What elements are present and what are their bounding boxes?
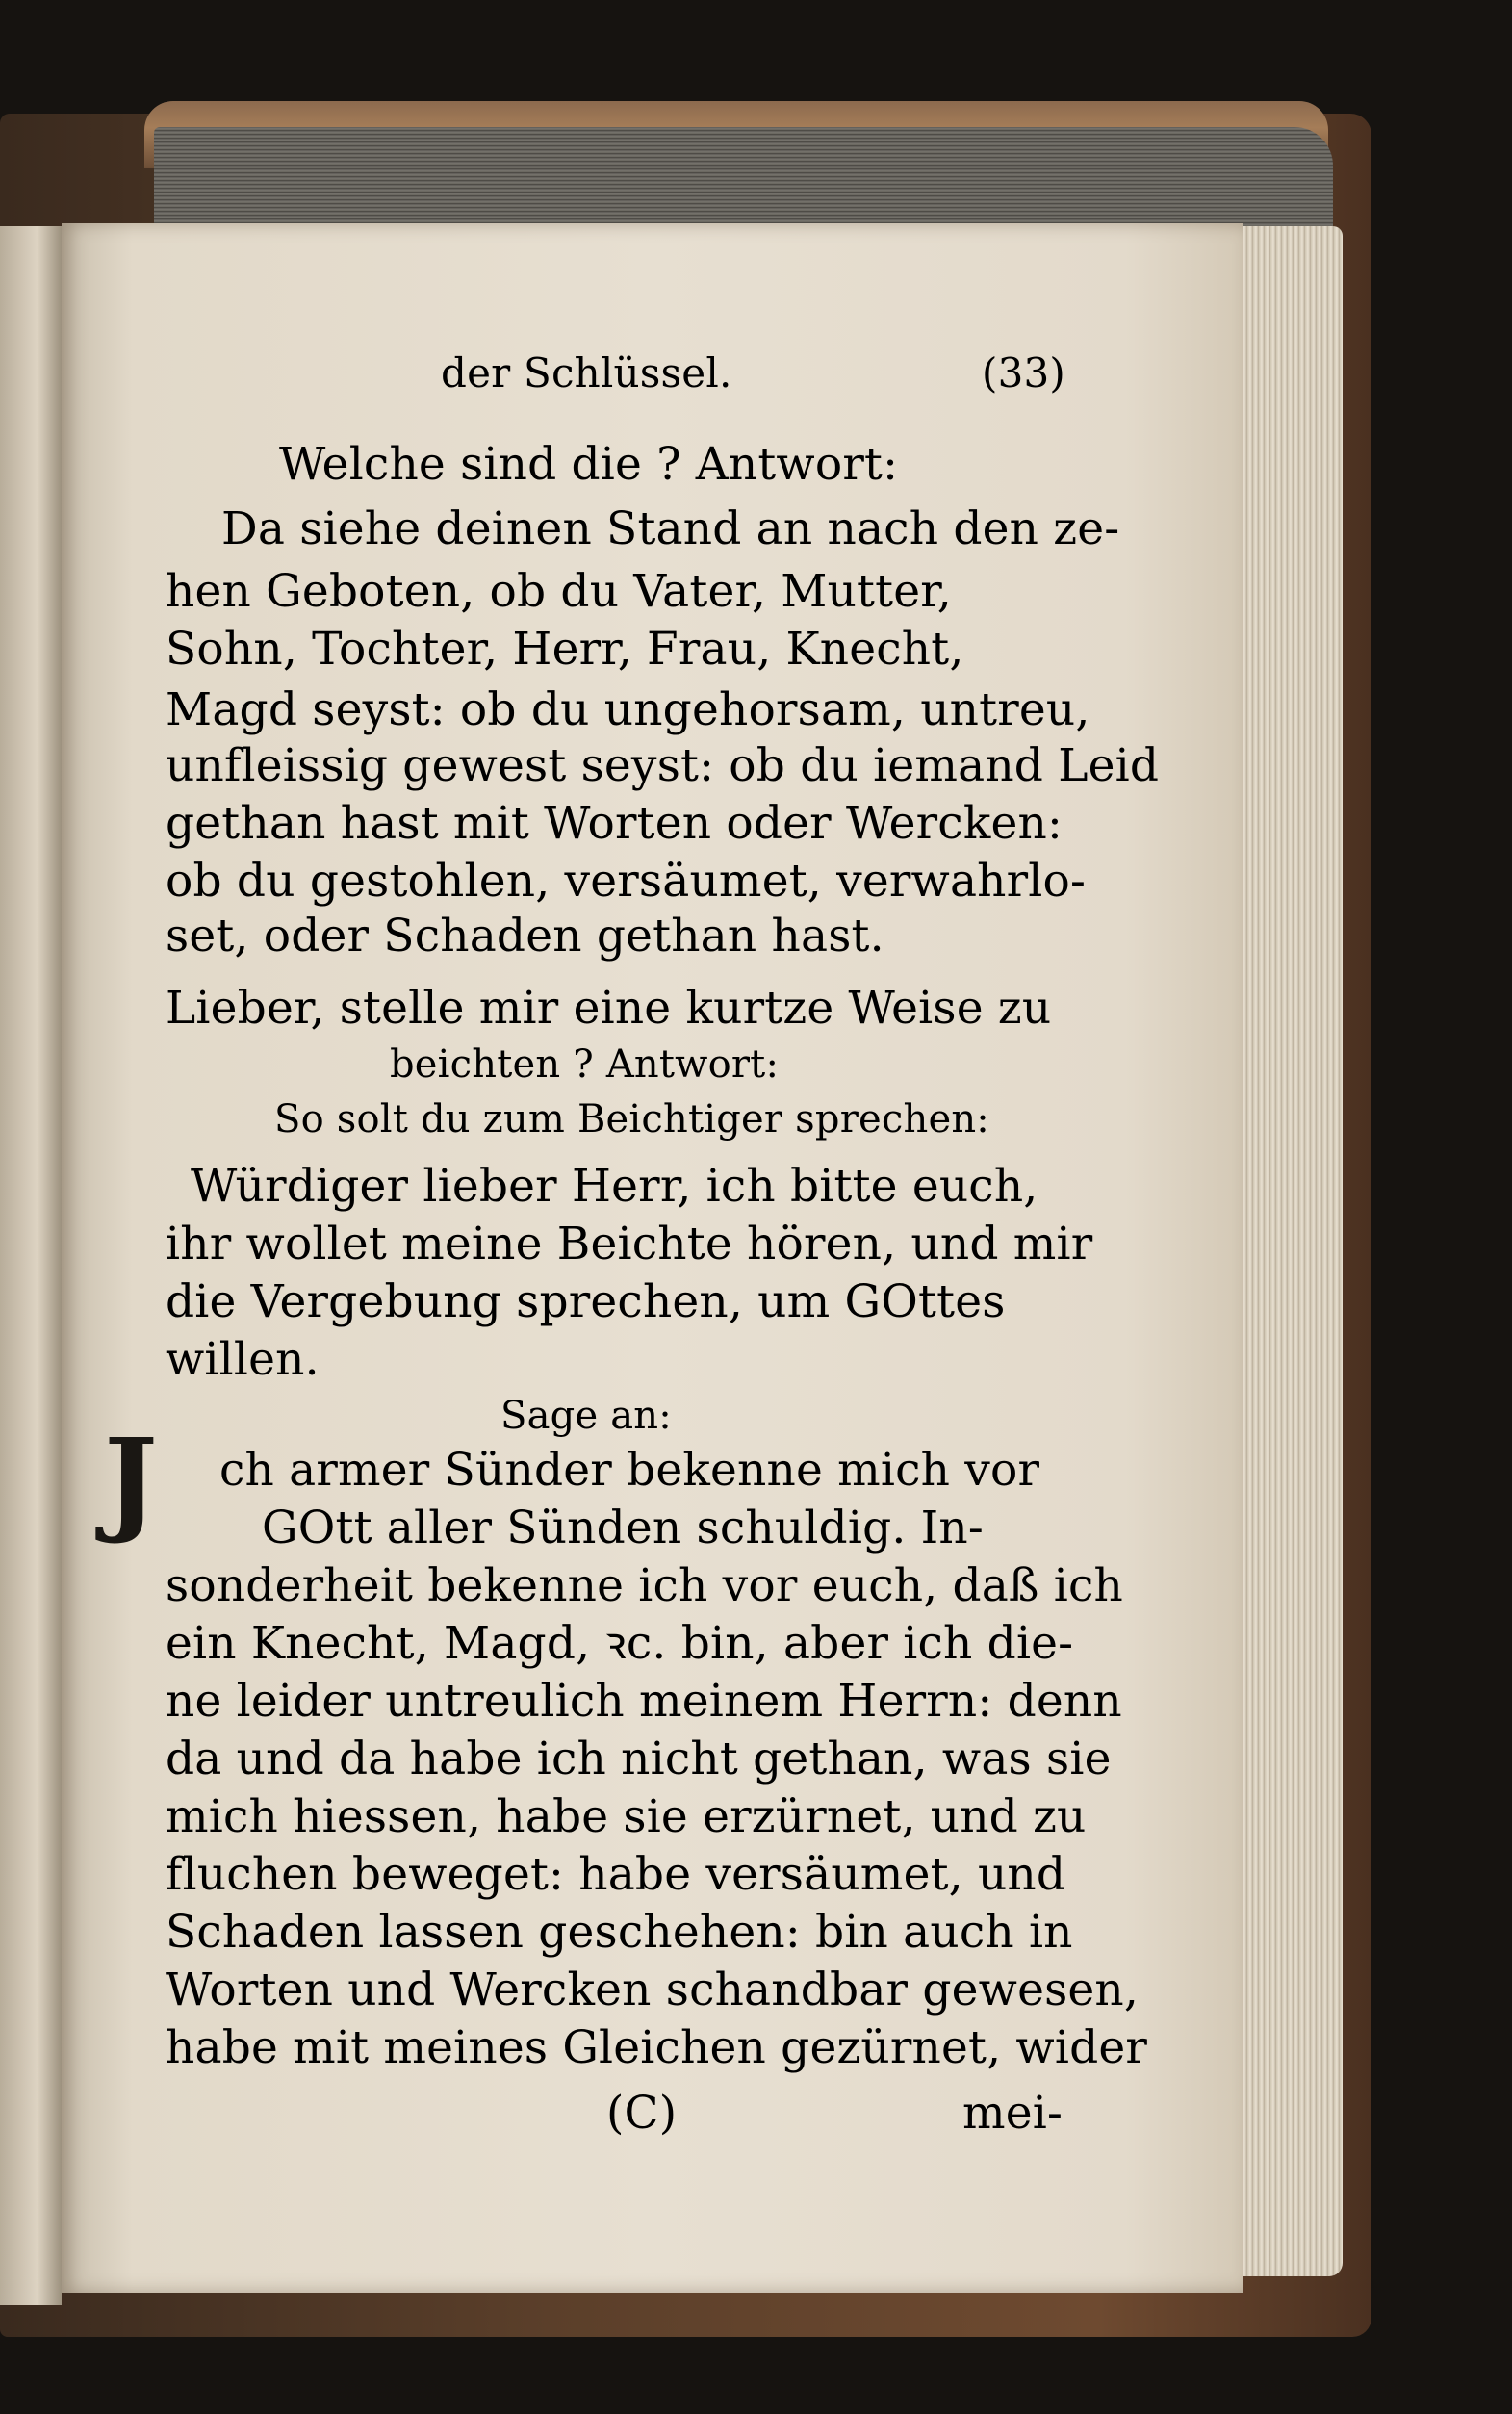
running-title: der Schlüssel. — [441, 349, 732, 397]
text-line: Sohn, Tochter, Herr, Frau, Knecht, — [166, 623, 964, 676]
text-line: Sage an: — [500, 1394, 672, 1438]
text-line: sonderheit bekenne ich vor euch, daß ich — [166, 1559, 1123, 1612]
text-line: ihr wollet meine Beichte hören, und mir — [166, 1218, 1093, 1271]
text-line: mich hiessen, habe sie erzürnet, und zu — [166, 1790, 1087, 1843]
text-line: set, oder Schaden gethan hast. — [166, 910, 884, 963]
text-line: fluchen beweget: habe versäumet, und — [166, 1848, 1066, 1901]
text-line: hen Geboten, ob du Vater, Mutter, — [166, 565, 952, 618]
catchword: mei- — [962, 2087, 1064, 2140]
page-number: (33) — [982, 349, 1066, 397]
text-line: ob du gestohlen, versäumet, verwahrlo- — [166, 855, 1087, 908]
text-line: Da siehe deinen Stand an nach den ze- — [221, 502, 1120, 555]
text-line: ein Knecht, Magd, ꝛc. bin, aber ich die- — [166, 1617, 1074, 1670]
text-line: GOtt aller Sünden schuldig. In- — [262, 1502, 984, 1554]
text-line: ch armer Sünder bekenne mich vor — [219, 1444, 1040, 1497]
text-line: da und da habe ich nicht gethan, was sie — [166, 1733, 1112, 1785]
signature-mark: (C) — [606, 2087, 678, 2140]
text-line: gethan hast mit Worten oder Wercken: — [166, 797, 1064, 850]
page-edges-right — [1242, 226, 1343, 2276]
text-line: So solt du zum Beichtiger sprechen: — [274, 1097, 989, 1142]
text-line: Magd seyst: ob du ungehorsam, untreu, — [166, 683, 1090, 736]
drop-cap-initial: J — [104, 1413, 158, 1547]
text-line: ne leider untreulich meinem Herrn: denn — [166, 1675, 1122, 1728]
question-heading: Lieber, stelle mir eine kurtze Weise zu — [166, 982, 1052, 1035]
page-edges-top — [154, 127, 1333, 233]
text-line: willen. — [166, 1333, 320, 1386]
text-line: Würdiger lieber Herr, ich bitte euch, — [191, 1160, 1038, 1213]
text-line: habe mit meines Gleichen gezürnet, wider — [166, 2021, 1148, 2074]
text-line: Schaden lassen geschehen: bin auch in — [166, 1906, 1073, 1959]
text-line: Worten und Wercken schandbar gewesen, — [166, 1964, 1140, 2016]
left-page-edge — [0, 226, 62, 2305]
text-line: beichten ? Antwort: — [390, 1042, 780, 1087]
text-line: Welche sind die ? Antwort: — [279, 438, 899, 491]
text-line: unfleissig gewest seyst: ob du iemand Leid — [166, 739, 1160, 792]
text-line: die Vergebung sprechen, um GOttes — [166, 1275, 1006, 1328]
